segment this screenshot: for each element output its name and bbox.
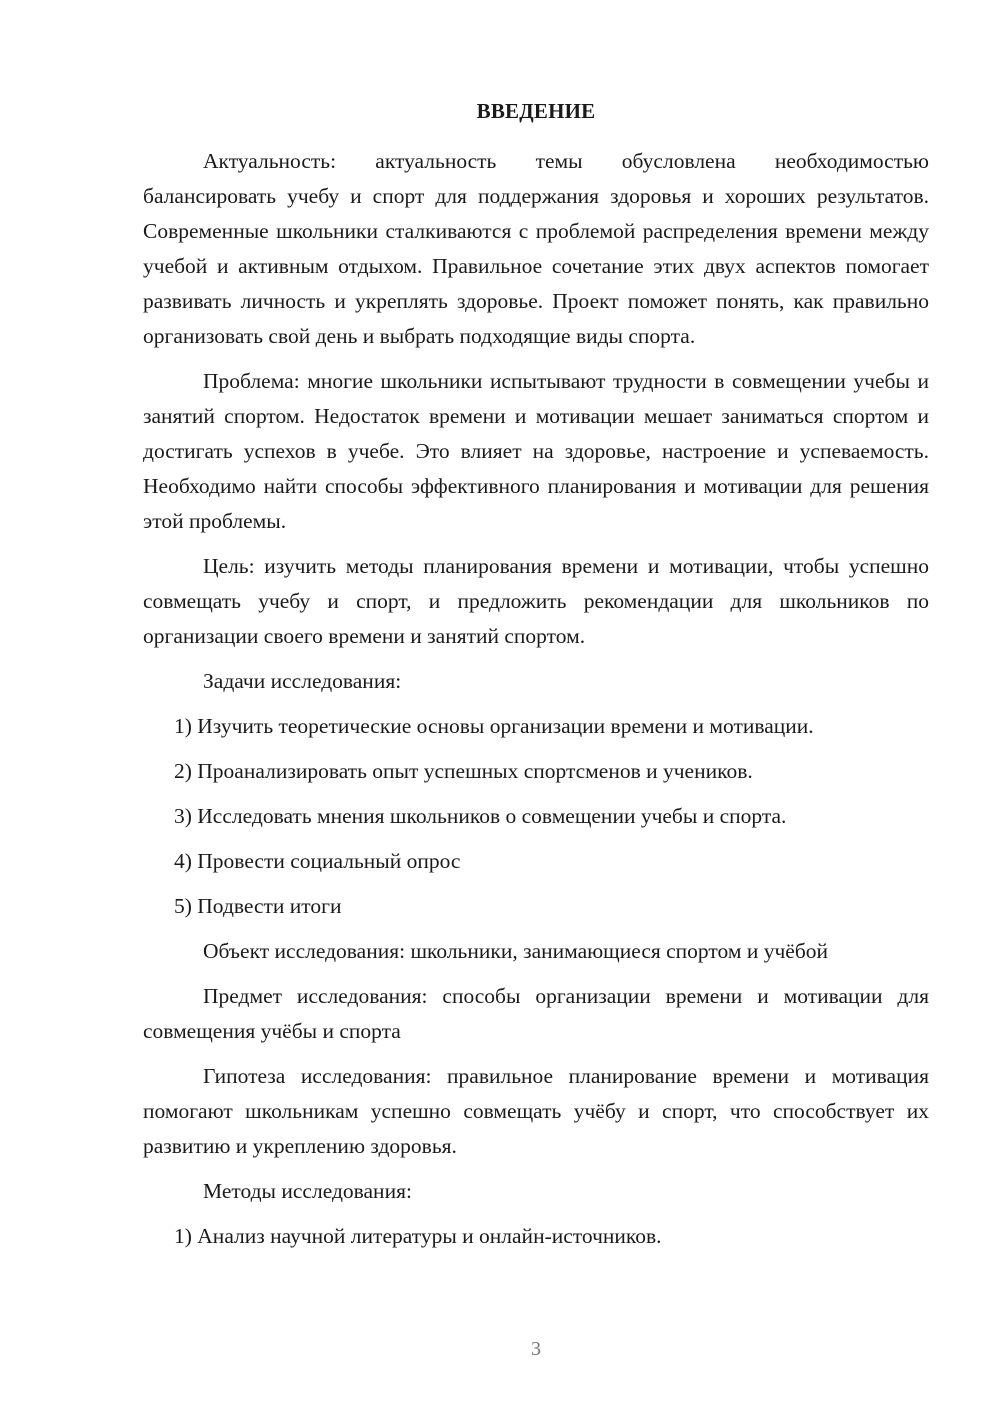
problem-paragraph: Проблема: многие школьники испытывают трудности в совмещении учебы и занятий спортом. Недостаток времени и мотивации мешает заниматься спортом и достигать успехов в учебе. Это влияет на здоровье, настроение и успеваемость. Необходимо найти способы эффективного планирования и мотивации для решения этой проблемы. [143,369,929,533]
task-item-1: 1) Изучить теоретические основы организации времени и мотивации. [174,714,814,738]
relevance-paragraph: Актуальность: актуальность темы обусловлена необходимостью балансировать учебу и спорт для поддержания здоровья и хороших результатов. Современные школьники сталкиваются с проблемой распределения времени между учебой и активным отдыхом. Правильное сочетание этих двух аспектов помогает развивать личность и укреплять здоровье. Проект поможет понять, как правильно организовать свой день и выбрать подходящие виды спорта. [143,149,929,348]
object-paragraph: Объект исследования: школьники, занимающиеся спортом и учёбой [203,939,829,963]
document-body [143,144,929,1264]
hypothesis-paragraph: Гипотеза исследования: правильное планирование времени и мотивация помогают школьникам успешно совмещать учёбу и спорт, что способствует их развитию и укреплению здоровья. [143,1064,929,1158]
methods-title: Методы исследования: [203,1179,412,1203]
method-item-1: 1) Анализ научной литературы и онлайн-источников. [174,1224,662,1248]
goal-paragraph: Цель: изучить методы планирования времени и мотивации, чтобы успешно совмещать учебу и спорт, и предложить рекомендации для школьников по организации своего времени и занятий спортом. [143,554,929,648]
task-item-5: 5) Подвести итоги [174,894,342,918]
tasks-title: Задачи исследования: [203,669,402,693]
task-item-4: 4) Провести социальный опрос [174,849,461,873]
page-title: ВВЕДЕНИЕ [476,99,596,123]
page-number: 3 [531,1338,541,1360]
task-item-2: 2) Проанализировать опыт успешных спортсменов и учеников. [174,759,753,783]
subject-paragraph: Предмет исследования: способы организации времени и мотивации для совмещения учёбы и спорта [143,984,929,1043]
task-item-3: 3) Исследовать мнения школьников о совмещении учебы и спорта. [174,804,787,828]
